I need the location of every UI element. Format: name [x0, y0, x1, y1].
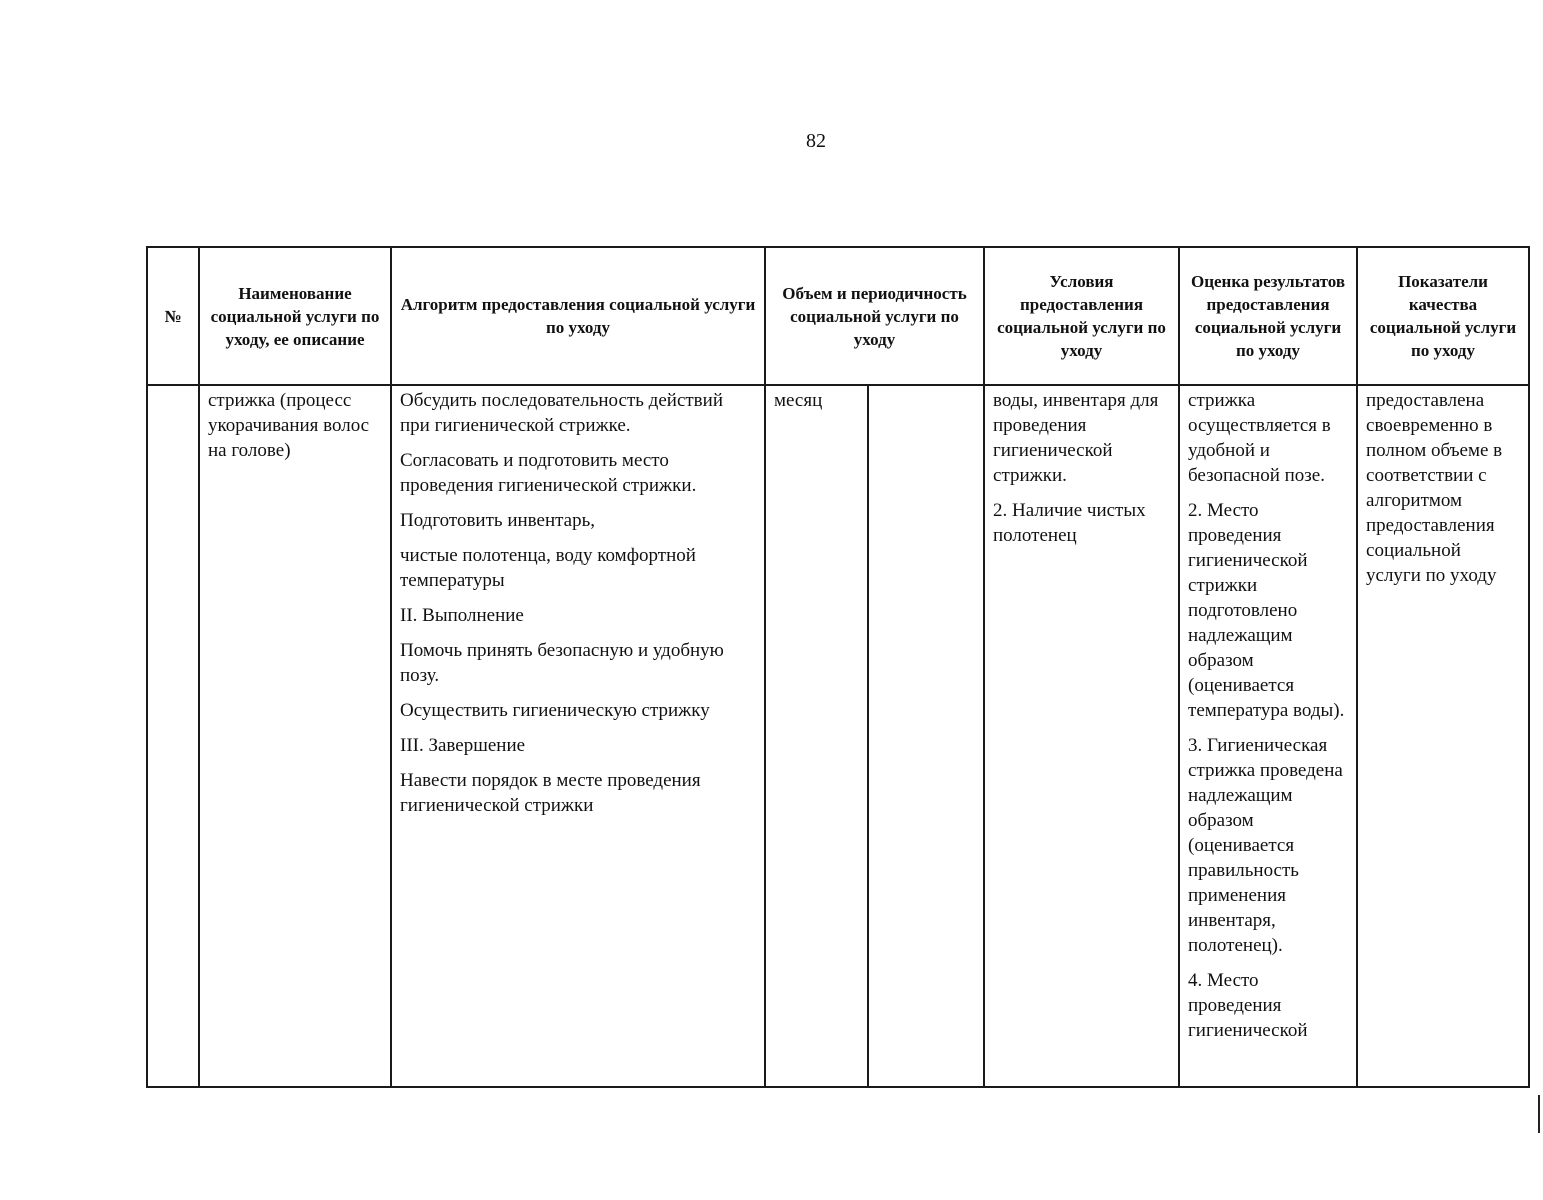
cell-name: стрижка (процесс укорачивания волос на голове): [199, 385, 391, 1087]
cell-volume-b: [868, 385, 984, 1087]
algorithm-step: Обсудить последовательность действий при гигиенической стрижке.: [400, 390, 723, 436]
scan-artifact: [1538, 1095, 1540, 1133]
algorithm-step: чистые полотенца, воду комфортной температуры: [400, 545, 696, 591]
header-evaluation: Оценка результатов предоставления социальной услуги по уходу: [1179, 247, 1357, 385]
cell-quality: предоставлена своевременно в полном объеме в соответствии с алгоритмом предоставления социальной услуги по уходу: [1357, 385, 1529, 1087]
algorithm-section-heading: II. Выполнение: [400, 605, 524, 626]
algorithm-step: Согласовать и подготовить место проведения гигиенической стрижки.: [400, 450, 697, 496]
header-algorithm: Алгоритм предоставления социальной услуги по уходу: [391, 247, 765, 385]
algorithm-section-heading: III. Завершение: [400, 735, 526, 756]
table-header-row: [147, 247, 1529, 385]
evaluation-item: 3. Гигиеническая стрижка проведена надлежащим образом (оценивается правильность применения инвентаря, полотенец).: [1188, 735, 1343, 956]
header-volume: Объем и периодичность социальной услуги по уходу: [765, 247, 984, 385]
header-quality: Показатели качества социальной услуги по уходу: [1357, 247, 1529, 385]
cell-algorithm: [391, 385, 765, 1087]
algorithm-step: Помочь принять безопасную и удобную позу.: [400, 640, 724, 686]
service-table: [146, 246, 1530, 1088]
cell-num: [147, 385, 199, 1087]
evaluation-item: стрижка осуществляется в удобной и безопасной позе.: [1188, 390, 1331, 486]
cell-volume-a: месяц: [765, 385, 868, 1087]
algorithm-step: Осуществить гигиеническую стрижку: [400, 700, 710, 721]
cell-evaluation: [1179, 385, 1357, 1087]
page-number: 82: [806, 130, 826, 152]
condition-item: воды, инвентаря для проведения гигиенической стрижки.: [993, 390, 1159, 486]
header-name: Наименование социальной услуги по уходу, ее описание: [199, 247, 391, 385]
evaluation-item: 2. Место проведения гигиенической стрижки подготовлено надлежащим образом (оценивается температура воды).: [1188, 500, 1345, 721]
algorithm-step: Подготовить инвентарь,: [400, 510, 596, 531]
table-row: [147, 385, 1529, 1087]
evaluation-item: 4. Место проведения гигиенической: [1188, 970, 1308, 1041]
header-conditions: Условия предоставления социальной услуги по уходу: [984, 247, 1179, 385]
condition-item: 2. Наличие чистых полотенец: [993, 500, 1146, 546]
algorithm-step: Навести порядок в месте проведения гигиенической стрижки: [400, 770, 701, 816]
header-num: №: [147, 247, 199, 385]
cell-conditions: [984, 385, 1179, 1087]
